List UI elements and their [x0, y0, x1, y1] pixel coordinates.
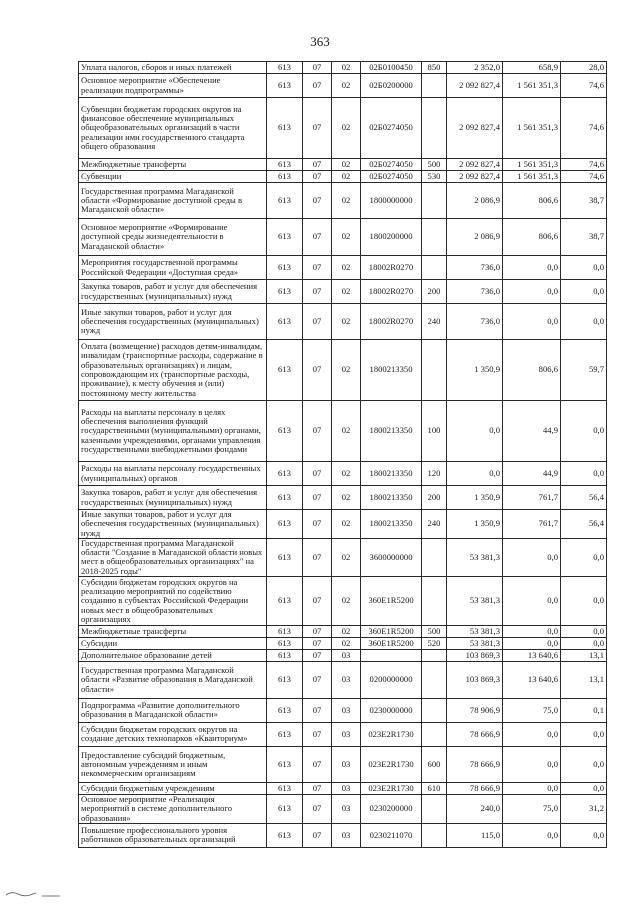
row-vr — [422, 98, 447, 159]
row-pr: 02 — [332, 256, 361, 280]
table-row — [79, 183, 607, 219]
row-rz: 07 — [303, 171, 332, 183]
row-paid: 1 561 351,3 — [503, 171, 561, 183]
row-vr: 500 — [422, 159, 447, 171]
row-name: Субвенции — [79, 171, 267, 183]
row-pct: 0,0 — [561, 538, 607, 576]
row-pct: 0,0 — [561, 304, 607, 340]
row-rz: 07 — [303, 698, 332, 722]
row-pct: 31,2 — [561, 794, 607, 823]
row-paid: 658,9 — [503, 62, 561, 74]
row-name: Иные закупки товаров, работ и услуг для обеспечения государственных (муниципальных) нужд — [79, 510, 267, 539]
row-pr: 02 — [332, 304, 361, 340]
table-row — [79, 74, 607, 98]
row-paid: 0,0 — [503, 256, 561, 280]
row-csr: 18002R0270 — [361, 280, 422, 304]
row-pr: 02 — [332, 98, 361, 159]
row-ved: 613 — [267, 538, 303, 576]
row-ved: 613 — [267, 698, 303, 722]
row-name: Основное мероприятие «Формирование доступной среды жизнедеятельности в Магаданской области» — [79, 219, 267, 256]
row-paid: 0,0 — [503, 746, 561, 782]
row-pct: 0,0 — [561, 462, 607, 486]
page-number: 363 — [310, 34, 330, 49]
row-pct: 56,4 — [561, 510, 607, 539]
row-pr: 02 — [332, 183, 361, 219]
row-vr — [422, 722, 447, 746]
budget-table — [78, 61, 607, 848]
row-csr: 02Б0200000 — [361, 74, 422, 98]
table-row — [79, 794, 607, 823]
row-csr: 023E2R1730 — [361, 722, 422, 746]
row-pct: 74,6 — [561, 159, 607, 171]
row-vr: 200 — [422, 280, 447, 304]
row-vr: 100 — [422, 401, 447, 462]
row-rz: 07 — [303, 794, 332, 823]
row-vr — [422, 698, 447, 722]
row-name: Субсидии бюджетным учреждениям — [79, 782, 267, 794]
row-sum: 2 092 827,4 — [447, 98, 503, 159]
row-ved: 613 — [267, 74, 303, 98]
row-rz: 07 — [303, 576, 332, 625]
row-name: Государственная программа Магаданской области "Создание в Магаданской области новых мест в общеобразовательных организациях" на 2018-2025 годы" — [79, 538, 267, 576]
row-rz: 07 — [303, 401, 332, 462]
row-csr: 1800200000 — [361, 219, 422, 256]
row-name: Субвенции бюджетам городских округов на финансовое обеспечение муниципальных общеобразовательных организаций в части реализации ими государственного стандарта общего образования — [79, 98, 267, 159]
table-row — [79, 280, 607, 304]
row-csr: 360E1R5200 — [361, 625, 422, 637]
row-vr — [422, 256, 447, 280]
row-pr: 02 — [332, 62, 361, 74]
table-body — [79, 62, 607, 848]
table-row — [79, 401, 607, 462]
row-rz: 07 — [303, 823, 332, 847]
row-pct: 13,1 — [561, 649, 607, 661]
row-pr: 02 — [332, 171, 361, 183]
row-ved: 613 — [267, 576, 303, 625]
row-rz: 07 — [303, 159, 332, 171]
row-pct: 38,7 — [561, 219, 607, 256]
row-ved: 613 — [267, 794, 303, 823]
row-vr: 240 — [422, 304, 447, 340]
row-sum: 103 869,3 — [447, 661, 503, 698]
row-csr: 3600000000 — [361, 538, 422, 576]
row-rz: 07 — [303, 722, 332, 746]
row-rz: 07 — [303, 219, 332, 256]
row-csr: 1800213350 — [361, 486, 422, 510]
row-csr: 1800213350 — [361, 401, 422, 462]
row-name: Уплата налогов, сборов и иных платежей — [79, 62, 267, 74]
row-name: Предоставление субсидий бюджетным, автономным учреждениям и иным некоммерческим организациям — [79, 746, 267, 782]
row-pct: 0,0 — [561, 637, 607, 649]
row-ved: 613 — [267, 256, 303, 280]
table-row — [79, 510, 607, 539]
row-paid: 0,0 — [503, 722, 561, 746]
row-rz: 07 — [303, 280, 332, 304]
row-rz: 07 — [303, 183, 332, 219]
row-ved: 613 — [267, 401, 303, 462]
row-ved: 613 — [267, 722, 303, 746]
table-row — [79, 823, 607, 847]
row-vr — [422, 823, 447, 847]
row-pr: 03 — [332, 782, 361, 794]
row-pct: 0,0 — [561, 401, 607, 462]
row-sum: 78 666,9 — [447, 746, 503, 782]
row-sum: 0,0 — [447, 462, 503, 486]
row-rz: 07 — [303, 649, 332, 661]
row-ved: 613 — [267, 462, 303, 486]
row-rz: 07 — [303, 62, 332, 74]
row-sum: 736,0 — [447, 256, 503, 280]
table-row — [79, 486, 607, 510]
row-vr: 610 — [422, 782, 447, 794]
row-paid: 0,0 — [503, 637, 561, 649]
row-ved: 613 — [267, 304, 303, 340]
row-sum: 0,0 — [447, 401, 503, 462]
row-name: Иные закупки товаров, работ и услуг для обеспечения государственных (муниципальных) нужд — [79, 304, 267, 340]
row-csr: 1800000000 — [361, 183, 422, 219]
row-sum: 2 092 827,4 — [447, 74, 503, 98]
row-name: Закупка товаров, работ и услуг для обеспечения государственных (муниципальных) нужд — [79, 280, 267, 304]
row-sum: 53 381,3 — [447, 637, 503, 649]
row-csr: 18002R0270 — [361, 304, 422, 340]
row-ved: 613 — [267, 159, 303, 171]
row-pr: 02 — [332, 340, 361, 401]
row-sum: 53 381,3 — [447, 538, 503, 576]
row-paid: 13 640,6 — [503, 661, 561, 698]
row-csr: 1800213350 — [361, 462, 422, 486]
row-csr: 023E2R1730 — [361, 746, 422, 782]
row-pr: 03 — [332, 661, 361, 698]
row-rz: 07 — [303, 637, 332, 649]
table-row — [79, 219, 607, 256]
row-paid: 0,0 — [503, 538, 561, 576]
row-ved: 613 — [267, 219, 303, 256]
row-vr — [422, 340, 447, 401]
table-row — [79, 746, 607, 782]
row-csr: 02Б0274050 — [361, 171, 422, 183]
table-row — [79, 171, 607, 183]
row-pr: 02 — [332, 486, 361, 510]
row-pr: 02 — [332, 219, 361, 256]
row-sum: 115,0 — [447, 823, 503, 847]
row-rz: 07 — [303, 625, 332, 637]
row-csr: 0200000000 — [361, 661, 422, 698]
table-row — [79, 722, 607, 746]
row-pr: 02 — [332, 625, 361, 637]
row-vr: 600 — [422, 746, 447, 782]
row-rz: 07 — [303, 661, 332, 698]
row-pct: 0,0 — [561, 256, 607, 280]
row-ved: 613 — [267, 171, 303, 183]
row-name: Субсидии бюджетам городских округов на создание детских технопарков «Кванториум» — [79, 722, 267, 746]
row-ved: 613 — [267, 823, 303, 847]
row-paid: 806,6 — [503, 183, 561, 219]
row-paid: 75,0 — [503, 794, 561, 823]
table-row — [79, 661, 607, 698]
row-paid: 13 640,6 — [503, 649, 561, 661]
ink-mark — [6, 890, 60, 898]
row-name: Основное мероприятие «Обеспечение реализации подпрограммы» — [79, 74, 267, 98]
row-csr: 02Б0274050 — [361, 98, 422, 159]
row-name: Субсидии бюджетам городских округов на реализацию мероприятий по содействию созданию в субъектах Российской Федерации новых мест в общеобразовательных организациях — [79, 576, 267, 625]
table-row — [79, 698, 607, 722]
row-paid: 1 561 351,3 — [503, 74, 561, 98]
row-sum: 53 381,3 — [447, 625, 503, 637]
row-pct: 74,6 — [561, 98, 607, 159]
row-name: Мероприятия государственной программы Российской Федерации «Доступная среда» — [79, 256, 267, 280]
row-pct: 0,0 — [561, 823, 607, 847]
row-rz: 07 — [303, 486, 332, 510]
row-sum: 2 086,9 — [447, 219, 503, 256]
row-name: Закупка товаров, работ и услуг для обеспечения государственных (муниципальных) нужд — [79, 486, 267, 510]
row-paid: 0,0 — [503, 823, 561, 847]
row-sum: 78 906,9 — [447, 698, 503, 722]
row-vr — [422, 661, 447, 698]
row-paid: 75,0 — [503, 698, 561, 722]
row-ved: 613 — [267, 649, 303, 661]
row-name: Межбюджетные трансферты — [79, 625, 267, 637]
row-rz: 07 — [303, 510, 332, 539]
row-paid: 0,0 — [503, 304, 561, 340]
row-vr: 520 — [422, 637, 447, 649]
row-pr: 03 — [332, 823, 361, 847]
row-rz: 07 — [303, 746, 332, 782]
row-pct: 0,0 — [561, 782, 607, 794]
row-paid: 1 561 351,3 — [503, 159, 561, 171]
row-ved: 613 — [267, 62, 303, 74]
row-rz: 07 — [303, 304, 332, 340]
row-pr: 02 — [332, 280, 361, 304]
table-row — [79, 782, 607, 794]
row-rz: 07 — [303, 782, 332, 794]
row-csr: 0230200000 — [361, 794, 422, 823]
row-rz: 07 — [303, 340, 332, 401]
table-row — [79, 625, 607, 637]
row-pct: 38,7 — [561, 183, 607, 219]
row-paid: 44,9 — [503, 401, 561, 462]
row-ved: 613 — [267, 486, 303, 510]
row-ved: 613 — [267, 782, 303, 794]
row-vr: 530 — [422, 171, 447, 183]
row-name: Государственная программа Магаданской области «Развитие образования в Магаданской области» — [79, 661, 267, 698]
row-vr: 850 — [422, 62, 447, 74]
row-pr: 03 — [332, 794, 361, 823]
row-vr — [422, 538, 447, 576]
table-row — [79, 340, 607, 401]
row-sum: 78 666,9 — [447, 782, 503, 794]
row-pct: 0,0 — [561, 722, 607, 746]
row-paid: 1 561 351,3 — [503, 98, 561, 159]
row-csr: 360E1R5200 — [361, 637, 422, 649]
table-row — [79, 98, 607, 159]
row-paid: 0,0 — [503, 782, 561, 794]
row-csr — [361, 649, 422, 661]
row-sum: 240,0 — [447, 794, 503, 823]
row-sum: 1 350,9 — [447, 340, 503, 401]
row-name: Повышение профессионального уровня работников образовательных организаций — [79, 823, 267, 847]
row-pr: 02 — [332, 576, 361, 625]
row-paid: 806,6 — [503, 340, 561, 401]
row-ved: 613 — [267, 746, 303, 782]
row-sum: 2 352,0 — [447, 62, 503, 74]
row-paid: 0,0 — [503, 576, 561, 625]
row-paid: 761,7 — [503, 486, 561, 510]
row-name: Подпрограмма «Развитие дополнительного образования в Магаданской области» — [79, 698, 267, 722]
row-pct: 74,6 — [561, 74, 607, 98]
row-paid: 0,0 — [503, 280, 561, 304]
row-sum: 2 092 827,4 — [447, 171, 503, 183]
row-rz: 07 — [303, 98, 332, 159]
row-csr: 1800213350 — [361, 510, 422, 539]
row-vr: 240 — [422, 510, 447, 539]
row-pr: 02 — [332, 462, 361, 486]
row-name: Межбюджетные трансферты — [79, 159, 267, 171]
table-row — [79, 462, 607, 486]
row-vr — [422, 576, 447, 625]
row-pr: 03 — [332, 698, 361, 722]
row-csr: 0230211070 — [361, 823, 422, 847]
row-name: Оплата (возмещение) расходов детям-инвалидам, инвалидам (транспортные расходы, содержание в образовательных организациях) и лицам, сопровождающим их (транспортные расходы, проживание), к месту обучения и (или) постоянному месту жительства — [79, 340, 267, 401]
row-pr: 03 — [332, 649, 361, 661]
row-paid: 761,7 — [503, 510, 561, 539]
row-csr: 18002R0270 — [361, 256, 422, 280]
row-ved: 613 — [267, 183, 303, 219]
row-ved: 613 — [267, 340, 303, 401]
table-row — [79, 256, 607, 280]
row-sum: 736,0 — [447, 280, 503, 304]
row-name: Дополнительное образование детей — [79, 649, 267, 661]
row-pr: 02 — [332, 538, 361, 576]
row-name: Субсидии — [79, 637, 267, 649]
row-sum: 53 381,3 — [447, 576, 503, 625]
row-vr — [422, 74, 447, 98]
table-row — [79, 649, 607, 661]
row-paid: 44,9 — [503, 462, 561, 486]
row-ved: 613 — [267, 280, 303, 304]
row-paid: 806,6 — [503, 219, 561, 256]
row-vr — [422, 794, 447, 823]
row-csr: 0230000000 — [361, 698, 422, 722]
row-pr: 03 — [332, 722, 361, 746]
row-ved: 613 — [267, 510, 303, 539]
row-sum: 2 092 827,4 — [447, 159, 503, 171]
row-name: Расходы на выплаты персоналу государственных (муниципальных) органов — [79, 462, 267, 486]
row-ved: 613 — [267, 661, 303, 698]
row-pct: 0,0 — [561, 576, 607, 625]
row-pr: 02 — [332, 510, 361, 539]
row-csr: 023E2R1730 — [361, 782, 422, 794]
row-vr — [422, 183, 447, 219]
row-pct: 74,6 — [561, 171, 607, 183]
row-name: Расходы на выплаты персоналу в целях обеспечения выполнения функций государственными (муниципальными) органами, казенными учреждениями, органами управления государственными внебюджетными фондами — [79, 401, 267, 462]
row-pct: 59,7 — [561, 340, 607, 401]
table-row — [79, 576, 607, 625]
table-row — [79, 637, 607, 649]
row-vr: 200 — [422, 486, 447, 510]
row-pct: 13,1 — [561, 661, 607, 698]
row-pct: 0,0 — [561, 280, 607, 304]
row-pct: 28,0 — [561, 62, 607, 74]
row-name: Основное мероприятие «Реализация мероприятий в системе дополнительного образования» — [79, 794, 267, 823]
row-ved: 613 — [267, 625, 303, 637]
row-pct: 0,0 — [561, 625, 607, 637]
row-rz: 07 — [303, 74, 332, 98]
row-csr: 1800213350 — [361, 340, 422, 401]
row-vr: 120 — [422, 462, 447, 486]
row-paid: 0,0 — [503, 625, 561, 637]
table-row — [79, 62, 607, 74]
row-ved: 613 — [267, 637, 303, 649]
table-row — [79, 538, 607, 576]
row-vr: 500 — [422, 625, 447, 637]
row-rz: 07 — [303, 256, 332, 280]
row-sum: 78 666,9 — [447, 722, 503, 746]
row-rz: 07 — [303, 538, 332, 576]
row-pr: 03 — [332, 746, 361, 782]
table-row — [79, 159, 607, 171]
row-pr: 02 — [332, 637, 361, 649]
row-rz: 07 — [303, 462, 332, 486]
table-row — [79, 304, 607, 340]
row-sum: 1 350,9 — [447, 486, 503, 510]
row-ved: 613 — [267, 98, 303, 159]
row-sum: 103 869,3 — [447, 649, 503, 661]
row-name: Государственная программа Магаданской области «Формирование доступной среды в Магаданской области» — [79, 183, 267, 219]
row-pct: 0,1 — [561, 698, 607, 722]
row-csr: 02Б0274050 — [361, 159, 422, 171]
row-pct: 0,0 — [561, 746, 607, 782]
row-pct: 56,4 — [561, 486, 607, 510]
row-pr: 02 — [332, 401, 361, 462]
row-vr — [422, 219, 447, 256]
row-sum: 1 350,9 — [447, 510, 503, 539]
row-vr — [422, 649, 447, 661]
row-pr: 02 — [332, 159, 361, 171]
row-pr: 02 — [332, 74, 361, 98]
row-csr: 360E1R5200 — [361, 576, 422, 625]
row-csr: 02Б0100450 — [361, 62, 422, 74]
row-sum: 736,0 — [447, 304, 503, 340]
row-sum: 2 086,9 — [447, 183, 503, 219]
